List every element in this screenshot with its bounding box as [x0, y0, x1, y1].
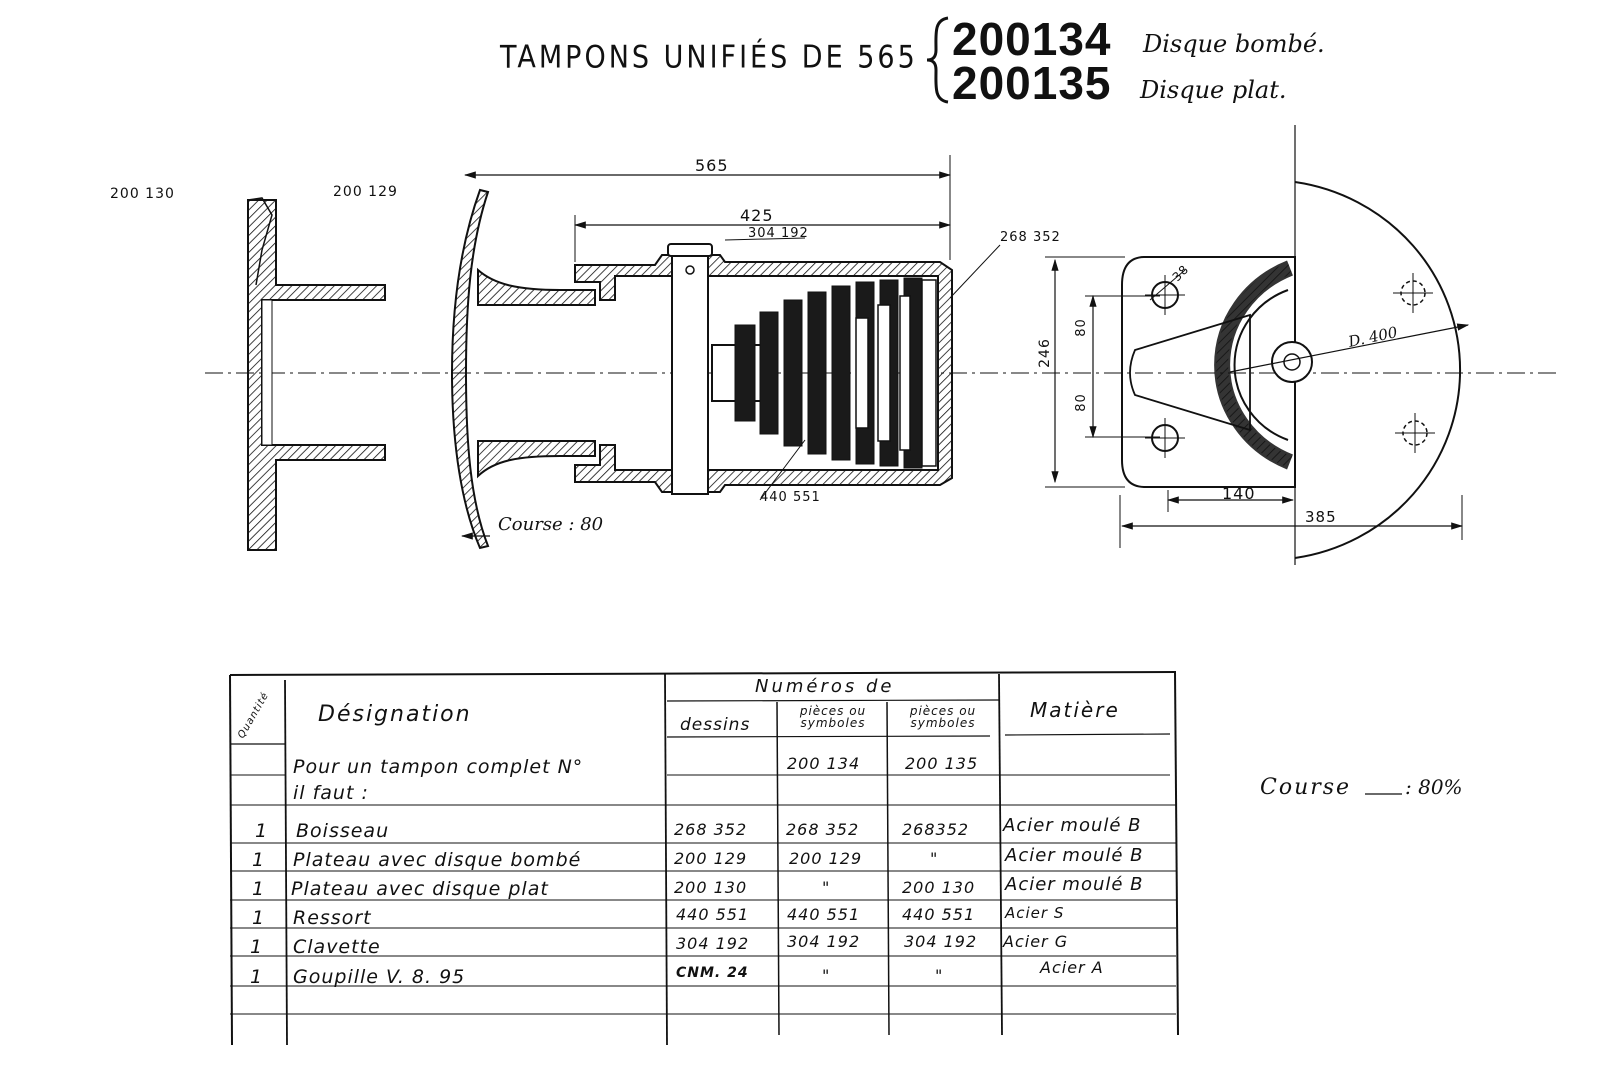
- spring-stack: [712, 278, 936, 468]
- variant-label-plat: Disque plat.: [1140, 76, 1287, 104]
- table-row-2-designation: Plateau avec disque bombé: [293, 849, 582, 871]
- label-ressort-440551: 440 551: [760, 490, 821, 505]
- header-matiere: Matière: [1030, 698, 1120, 722]
- table-row-6-dessins: CNM. 24: [676, 965, 749, 981]
- intro-line-2: il faut :: [293, 782, 369, 804]
- table-row-1-p2: 268352: [902, 820, 970, 839]
- table-row-2-matiere: Acier moulé B: [1005, 845, 1144, 866]
- header-pieces-2: pièces ou symboles: [909, 704, 977, 730]
- variant-label-bombe: Disque bombé.: [1143, 30, 1325, 58]
- label-dim-80-lower: 80: [1073, 393, 1089, 412]
- variant-number-bombe: 200134: [952, 13, 1112, 65]
- table-row-3-matiere: Acier moulé B: [1005, 874, 1144, 895]
- table-row-3-p1: ": [822, 878, 831, 897]
- table-row-3-dessins: 200 130: [674, 878, 748, 897]
- table-row-4-designation: Ressort: [293, 907, 372, 929]
- header-quantite: Quantité: [236, 690, 272, 741]
- table-row-1-matiere: Acier moulé B: [1003, 815, 1142, 836]
- label-dim-246: 246: [1036, 338, 1053, 368]
- table-row-4-matiere: Acier S: [1005, 904, 1065, 922]
- intro-num-200135: 200 135: [905, 754, 979, 773]
- table-row-5-p2: 304 192: [904, 932, 978, 951]
- table-row-2-p1: 200 129: [789, 849, 863, 868]
- table-row-1-dessins: 268 352: [674, 820, 748, 839]
- intro-line-1: Pour un tampon complet N°: [293, 756, 584, 778]
- table-row-5-qty: 1: [250, 936, 264, 958]
- label-dim-385: 385: [1305, 508, 1337, 526]
- label-diameter-400: D. 400: [1346, 323, 1400, 351]
- table-row-5-matiere: Acier G: [1003, 932, 1069, 951]
- curved-plate-view: [452, 190, 595, 548]
- table-row-2-p2: ": [930, 849, 939, 868]
- label-part-200129: 200 129: [333, 184, 398, 200]
- table-row-1-p1: 268 352: [786, 820, 860, 839]
- table-row-6-matiere: Acier A: [1040, 958, 1104, 977]
- table-row-2-qty: 1: [252, 849, 266, 871]
- table-row-6-p2: ": [935, 966, 944, 985]
- table-row-3-p2: 200 130: [902, 878, 976, 897]
- table-row-1-qty: 1: [255, 820, 269, 842]
- label-dim-80-upper: 80: [1073, 318, 1089, 337]
- table-row-2-dessins: 200 129: [674, 849, 748, 868]
- table-row-3-qty: 1: [252, 878, 266, 900]
- label-dim-425: 425: [740, 206, 774, 225]
- table-row-4-p1: 440 551: [787, 905, 861, 924]
- flat-plate-view: [248, 198, 385, 550]
- label-clavette-304192: 304 192: [748, 226, 809, 241]
- table-row-4-qty: 1: [252, 907, 266, 929]
- intro-num-200134: 200 134: [787, 754, 861, 773]
- table-row-5-p1: 304 192: [787, 932, 861, 951]
- table-row-6-p1: ": [822, 966, 831, 985]
- table-row-3-designation: Plateau avec disque plat: [291, 878, 549, 900]
- end-view: [1122, 125, 1460, 565]
- table-row-5-dessins: 304 192: [676, 934, 750, 953]
- variant-number-plat: 200135: [952, 57, 1112, 109]
- header-numeros: Numéros de: [755, 676, 895, 697]
- label-part-200130: 200 130: [110, 186, 175, 202]
- header-designation: Désignation: [318, 702, 472, 727]
- table-row-5-designation: Clavette: [293, 936, 381, 958]
- course-note-value: : 80%: [1405, 775, 1463, 799]
- label-course-80: Course : 80: [498, 514, 604, 535]
- table-row-4-dessins: 440 551: [676, 905, 750, 924]
- drawing-title: TAMPONS UNIFIÉS DE 565: [500, 39, 918, 76]
- table-row-4-p2: 440 551: [902, 905, 976, 924]
- course-note-label: Course: [1260, 775, 1352, 800]
- label-hole-38: 38: [1169, 261, 1192, 285]
- label-dim-565: 565: [695, 156, 729, 175]
- label-boisseau-268352: 268 352: [1000, 230, 1061, 245]
- label-dim-140: 140: [1222, 484, 1256, 503]
- header-pieces-1: pièces ou symboles: [799, 704, 867, 730]
- header-dessins: dessins: [680, 715, 751, 735]
- table-row-6-designation: Goupille V. 8. 95: [293, 966, 466, 988]
- table-row-1-designation: Boisseau: [296, 820, 390, 842]
- table-row-6-qty: 1: [250, 966, 264, 988]
